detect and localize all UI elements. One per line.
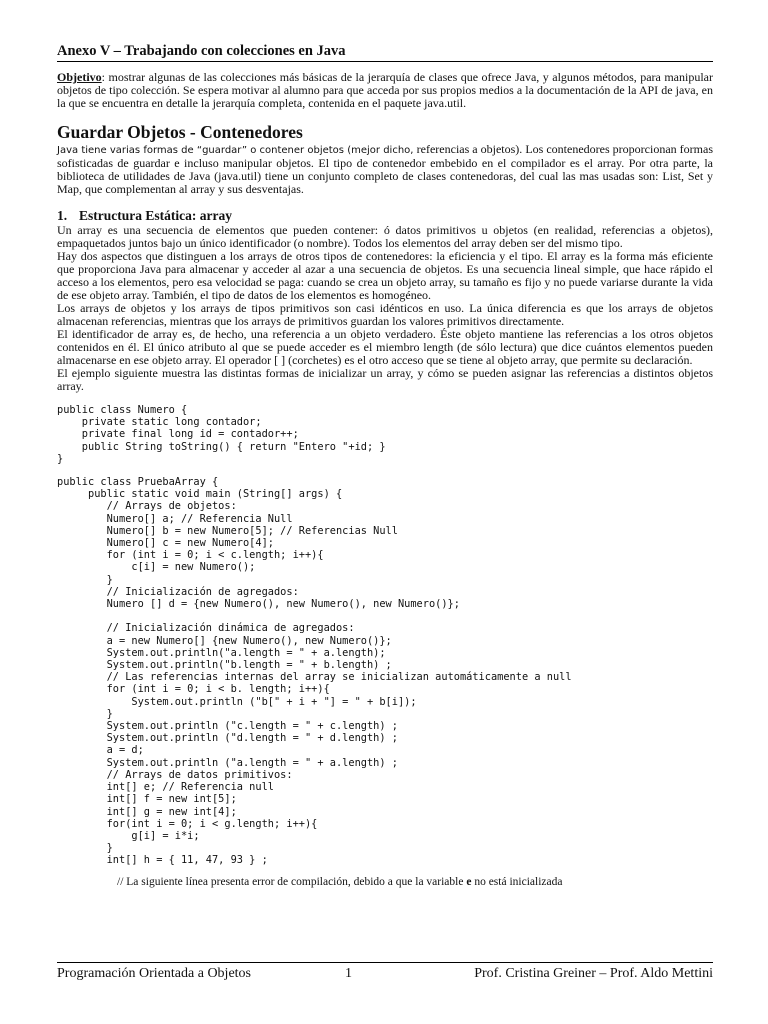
- page-content: [57, 71, 713, 889]
- body-paragraph-3: Los arrays de objetos y los arrays de tipos primitivos son casi idénticos en uso. La única diferencia es que los arrays de objetos almacenan referencias, mientras que los arrays de primitivos guardan los valores primitivos directamente.: [57, 301, 713, 328]
- body-paragraph-1: Un array es una secuencia de elementos que pueden contener: ó datos primitivos u objetos (en realidad, referencias a objetos), empaquetados juntos bajo un único identificador (o nombre). Todos los elementos del array deben ser del mismo tipo.: [57, 223, 713, 250]
- code-block-numero: public class Numero { private static long contador; private final long id = contador++; public String toString() { return "Entero "+id; } }: [57, 404, 386, 465]
- code-comment-after: no está inicializada: [471, 875, 563, 888]
- section-intro-rest: referencias a objetos). Los contenedores proporcionan formas sofisticadas de guardar e incluso manipular objetos. El tipo de contenedor embebido en el compilador es el array. Por otra parte, la biblioteca de utilidades de Java (java.util) tiene un conjunto completo de clases contenedoras, del cual las mas usadas son: List, Set y Map, que complementan al array y sus desventajas.: [57, 142, 713, 196]
- body-paragraph-4: El identificador de array es, de hecho, una referencia a un objeto verdadero. Éste objeto mantiene las referencias a los otros objetos contenidos en él. El único atributo al que se puede acceder es el miembro length (de sólo lectura) que dice cuántos elementos pueden almacenarse en ese objeto array. El operador [ ] (corchetes) es el otro acceso que se tiene al objeto array, que permite su declaración.: [57, 327, 713, 367]
- footer-page-number: 1: [345, 966, 352, 981]
- subsection-number: 1.: [57, 208, 68, 223]
- section-heading: Guardar Objetos - Contenedores: [57, 122, 303, 142]
- header-divider: [57, 61, 713, 62]
- code-comment-line: [117, 876, 713, 889]
- footer-authors: Prof. Cristina Greiner – Prof. Aldo Mettini: [474, 966, 713, 981]
- objective-label: Objetivo: [57, 70, 102, 84]
- footer-course: Programación Orientada a Objetos: [57, 966, 251, 981]
- code-comment-before: // La siguiente línea presenta error de compilación, debido a que la variable: [117, 875, 467, 888]
- footer-divider: [57, 962, 713, 963]
- objective-text: : mostrar algunas de las colecciones más básicas de la jerarquía de clases que ofrece Java, y algunos métodos, para manipular objetos de tipo colección. Se espera motivar al alumno para que acceda por sus propios medios a la documentación de la API de java, en la que se encuentra en detalle la jerarquía completa, contenida en el paquete java.util.: [57, 70, 713, 110]
- section-intro-lead: Java tiene varias formas de “guardar” o contener objetos (mejor dicho,: [57, 145, 417, 156]
- subsection-title: Estructura Estática: array: [79, 208, 232, 223]
- subsection-heading: [57, 208, 713, 224]
- body-paragraph-5: El ejemplo siguiente muestra las distintas formas de inicializar un array, y cómo se pueden asignar las referencias a distintos objetos array.: [57, 366, 713, 393]
- code-comment-variable: e: [466, 875, 472, 888]
- objective-paragraph: [57, 71, 713, 110]
- page-header: Anexo V – Trabajando con colecciones en Java: [57, 43, 346, 59]
- code-block-prueba-array: public class PruebaArray { public static void main (String[] args) { // Arrays de objetos: Numero[] a; // Referencia Null Numero[] b = new Numero[5]; // Referencias Null Numero[] c = new Numero[4]; for (int i = 0; i < c.length; i++){ c[i] = new Numero(); } // Inicialización de agregados: Numero [] d = {new Numero(), new Numero(), new Numero()}; // Inicialización dinámica de agregados: a = new Numero[] {new Numero(), new Numero()}; System.out.println("a.length = " + a.length); System.out.println("b.length = " + b.length) ; // Las referencias internas del array se inicializan automáticamente a null for (int i = 0; i < b. length; i++){ System.out.println ("b[" + i + "] = " + b[i]); } System.out.println ("c.length = " + c.length) ; System.out.println ("d.length = " + d.length) ; a = d; System.out.println ("a.length = " + a.length) ; // Arrays de datos primitivos: int[] e; // Referencia null int[] f = new int[5]; int[] g = new int[4]; for(int i = 0; i < g.length; i++){ g[i] = i*i; } int[] h = { 11, 47, 93 } ;: [57, 476, 572, 867]
- body-paragraph-2: Hay dos aspectos que distinguen a los arrays de otros tipos de contenedores: la eficiencia y el tipo. El array es la forma más eficiente que proporciona Java para almacenar y acceder al azar a una secuencia de objetos. Es una secuencia lineal simple, que hace rápido el acceso a los elementos, pero esa velocidad se paga: cuando se crea un objeto array, su tamaño es fijo y no puede variarse durante la vida de ese objeto array. También, el tipo de datos de los elementos es homogéneo.: [57, 249, 713, 302]
- section-intro: [57, 143, 713, 196]
